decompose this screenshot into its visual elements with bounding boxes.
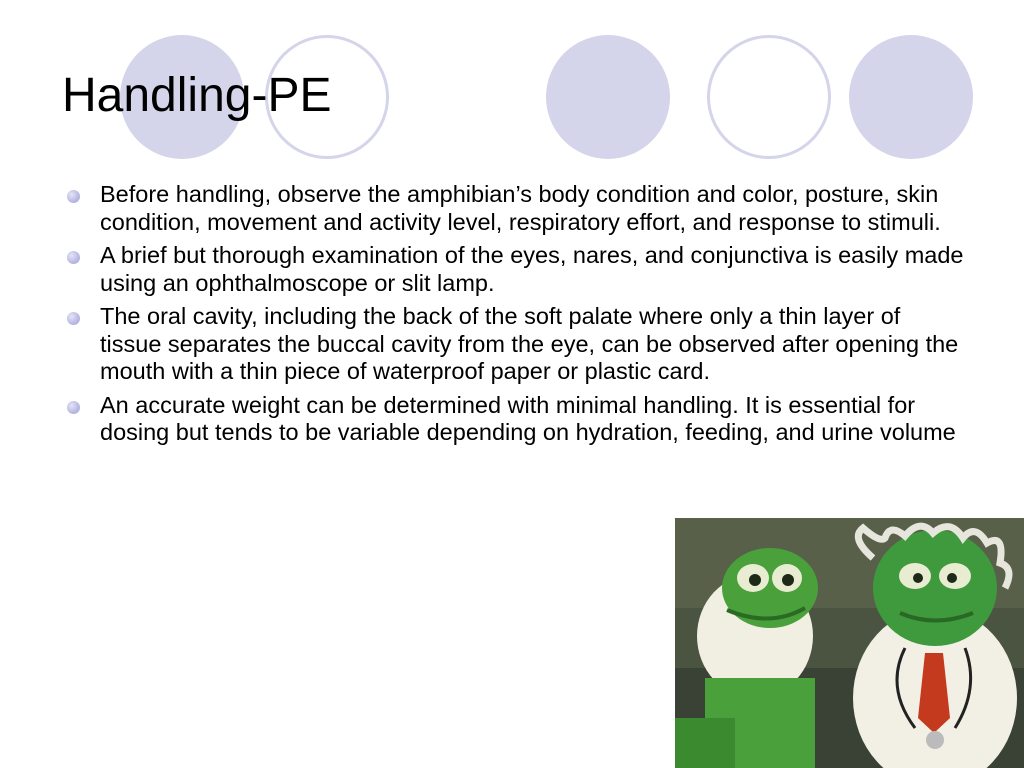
bullet-icon bbox=[67, 190, 80, 203]
bullet-text: The oral cavity, including the back of the soft palate where only a thin layer of tissue separates the buccal cavity from the eye, can be observed after opening the mouth with a thin piece of waterproof paper or plastic card. bbox=[100, 303, 959, 384]
bullet-item bbox=[66, 303, 966, 386]
bullet-text: An accurate weight can be determined with minimal handling. It is essential for dosing but tends to be variable depending on hydration, feeding, and urine volume bbox=[100, 391, 956, 445]
frog-doctor-photo bbox=[675, 518, 1024, 768]
bullet-text: A brief but thorough examination of the eyes, nares, and conjunctiva is easily made using an ophthalmoscope or slit lamp. bbox=[100, 242, 964, 296]
decor-circle-filled bbox=[849, 35, 973, 159]
photo-illustration bbox=[675, 518, 1024, 768]
bullet-text: Before handling, observe the amphibian’s body condition and color, posture, skin condition, movement and activity level, respiratory effort, and response to stimuli. bbox=[100, 181, 941, 235]
slide-title: Handling-PE bbox=[62, 69, 332, 122]
bullet-icon bbox=[67, 312, 80, 325]
bullet-item bbox=[66, 242, 966, 297]
decor-circle-filled bbox=[546, 35, 670, 159]
bullet-list bbox=[66, 181, 966, 453]
decor-circle-outline bbox=[707, 35, 831, 159]
bullet-item bbox=[66, 181, 966, 236]
bullet-icon bbox=[67, 401, 80, 414]
bullet-item bbox=[66, 392, 966, 447]
bullet-icon bbox=[67, 251, 80, 264]
